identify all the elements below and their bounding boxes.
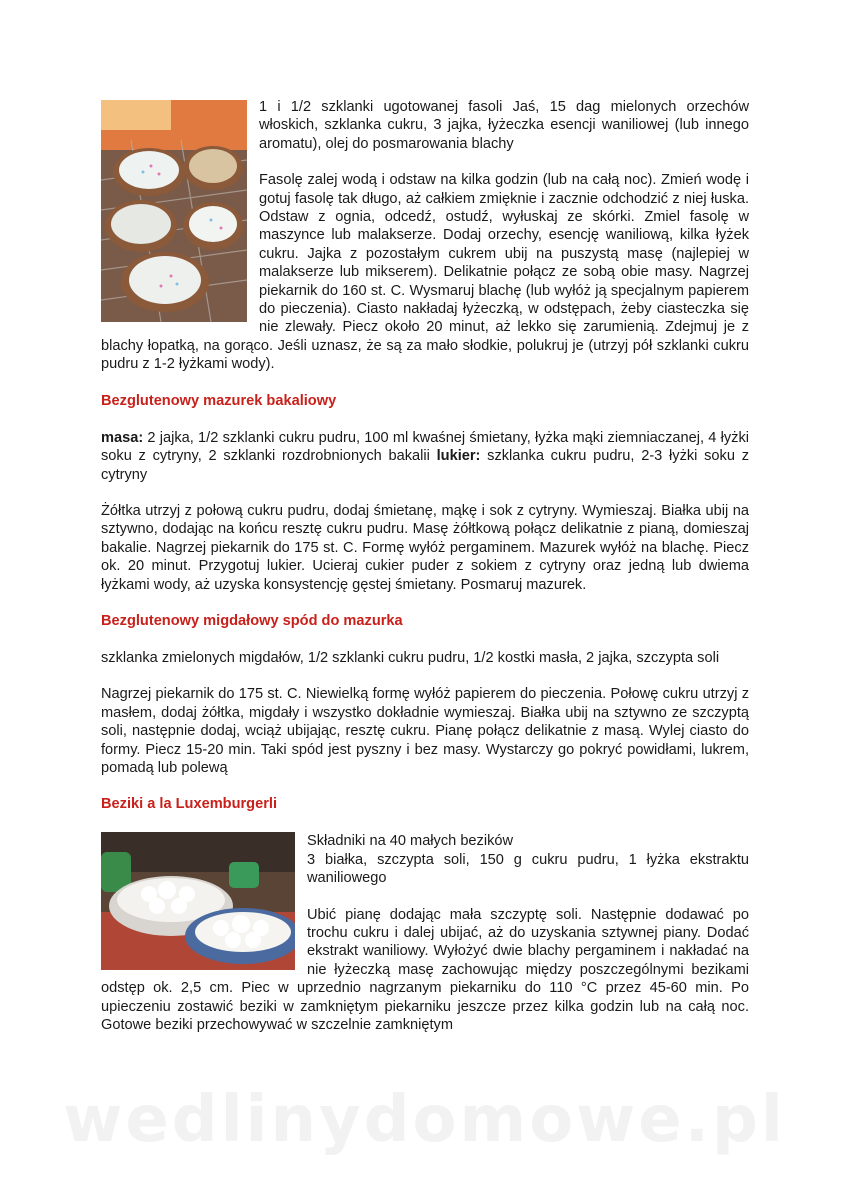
watermark: wedlinydomowe.pl <box>63 1083 786 1157</box>
masa-text: 2 jajka, 1/2 szklanki cukru pudru, 100 ml kwaśnej śmietany, łyżka mąki ziemniaczanej, 4 łyżki soku z cytryny, 2 szklanki rozdrobnionych bakalii <box>101 429 749 465</box>
meringues-photo <box>101 832 295 970</box>
section3-ingredients: szklanka zmielonych migdałów, 1/2 szklanki cukru pudru, 1/2 kostki masła, 2 jajka, szczypta soli <box>101 649 720 666</box>
masa-label: masa: <box>101 429 144 446</box>
cookies-illustration <box>101 100 247 322</box>
section4-ingredients: 3 białka, szczypta soli, 150 g cukru pudru, 1 łyżka ekstraktu waniliowego <box>307 851 749 887</box>
section1-ingredients: 1 i 1/2 szklanki ugotowanej fasoli Jaś, 15 dag mielonych orzechów włoskich, szklanka cukru, 3 jajka, łyżeczka esencji waniliowej (lub innego aromatu), olej do posmarowania blachy <box>259 99 749 152</box>
section4-ingredients-header: Składniki na 40 małych bezików <box>307 833 514 850</box>
section1-method: Fasolę zalej wodą i odstaw na kilka godzin (lub na całą noc). Zmień wodę i gotuj fasolę tak długo, aż całkiem zmięknie i zacznie odchodzić z niej łuska. Odstaw z ognia, odcedź, ostudź, wyłuskaj ze skórki. Zmiel fasolę w maszynce lub malakserze. Dodaj orzechy, esencję waniliową, kilka łyżek cukru. Jajka z pozostałym cukrem ubij na puszystą masę (najlepiej w malakserze lub mikserem). Delikatnie połącz ze sobą obie masy. Nagrzej piekarnik do 160 st. C. Wysmaruj blachę (lub wyłóż ją specjalnym papierem do pieczenia). Ciasto nakładaj łyżeczką, w odstępach, żeby ciasteczka się nie zlewały. Piecz około 20 minut, aż lekko się zarumienią. Zdejmuj je z blachy łopatką, na gorąco. Jeśli uznasz, że są za mało słodkie, polukruj je (utrzyj pół szklanki cukru pudru z 1-2 łyżkami wody). <box>101 172 749 373</box>
section2-ingredients <box>101 429 749 484</box>
section4-method: Ubić pianę dodając mała szczyptę soli. Następnie dodawać po trochu cukru i dalej ubijać, aż do uzyskania sztywnej piany. Dodać ekstrakt waniliowy. Wyłożyć dwie blachy pergaminem i nakładać na nie łyżeczką masę zachowując między poszczególnymi bezikami odstęp ok. 2,5 cm. Piec w uprzednio nagrzanym piekarniku do 110 °C przez 45-60 min. Po upieczeniu zostawić beziki w zamkniętym piekarniku jeszcze przez kilka godzin lub na całą noc. Gotowe beziki przechowywać w szczelnie zamkniętym <box>101 906 749 1034</box>
section2-title: Bezglutenowy mazurek bakaliowy <box>101 392 337 409</box>
lukier-label: lukier: <box>436 448 481 465</box>
section3-method: Nagrzej piekarnik do 175 st. C. Niewielką formę wyłóż papierem do pieczenia. Połowę cukru utrzyj z masłem, dodaj żółtka, migdały i wszystko dokładnie wymieszaj. Białka ubij na sztywno ze szczyptą soli, następnie dodaj, wciąż ubijając, resztę cukru. Pianę połącz delikatnie z masą. Wylej ciasto do formy. Piecz 15-20 min. Taki spód jest pyszny i bez masy. Wystarczy go pokryć powidłami, lukrem, pomadą lub polewą <box>101 686 749 776</box>
lukier-text: szklanka cukru pudru, 2-3 łyżki soku z cytryny <box>101 448 749 483</box>
meringues-illustration <box>101 832 295 970</box>
section3-title: Bezglutenowy migdałowy spód do mazurka <box>101 612 403 629</box>
page-content <box>101 98 749 1034</box>
section2-method: Żółtka utrzyj z połową cukru pudru, dodaj śmietanę, mąkę i sok z cytryny. Wymieszaj. Białka ubij na sztywno, dodając na końcu resztę cukru pudru. Masę żółtkową połącz delikatnie z pianą, domieszaj bakalie. Nagrzej piekarnik do 175 st. C. Formę wyłóż pergaminem. Mazurek wyłóż na blachę. Piecz ok. 20 minut. Przygotuj lukier. Ucieraj cukier puder z sokiem z cytryny oraz jedną lub dwiema łyżkami wody, aż uzyska konsystencję gęstej śmietany. Posmaruj mazurek. <box>101 502 749 593</box>
section4-title: Beziki a la Luxemburgerli <box>101 796 277 813</box>
cookies-photo <box>101 100 247 322</box>
